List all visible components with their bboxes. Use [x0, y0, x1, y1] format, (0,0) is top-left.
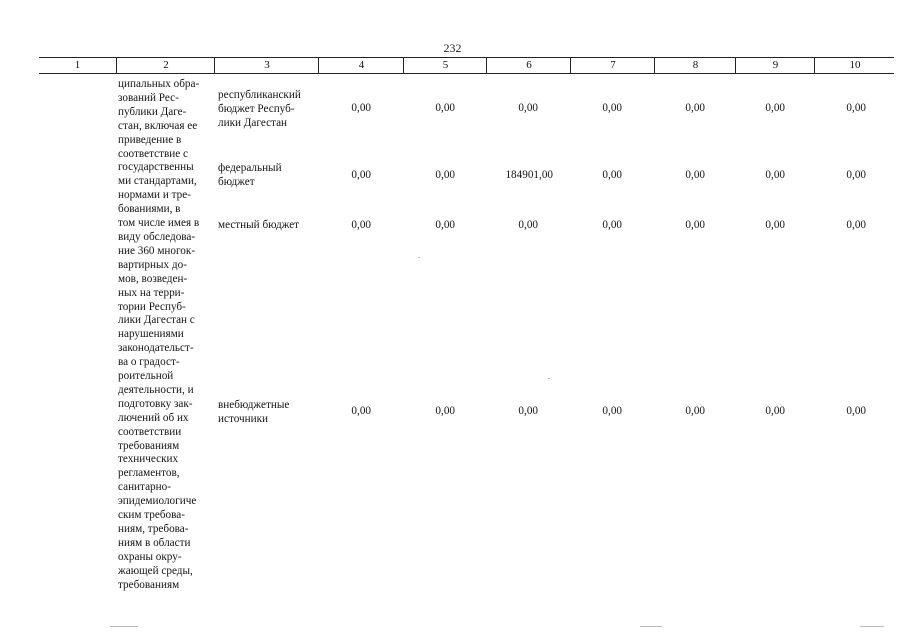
funding-source-extrabudgetary: внебюджетные источники [218, 399, 290, 425]
activity-description: ципальных обра- зований Рес- публики Даге- стан, включая ее приведение в соответствие с государственны ми стандартами, нормами и тре- бованиями, в том числе имея в виду обследова- ние 360 многок- вартирных до- мов, возведен- ных на терри- тории Респуб- лики Дагестан с нарушениями законодательст- ва о градост- роительной деятельности, и подготовку зак- лючений об их соответствии требованиям технических регламентов, санитарно- эпидемиологиче ским требова- ниям, требова- ниям в области охраны окру- жающей среды, требованиям [118, 78, 200, 591]
table-cell: 0,00 [765, 219, 785, 231]
table-cell: 0,00 [518, 405, 538, 417]
table-cell: 0,00 [685, 405, 705, 417]
table-cell: 0,00 [435, 405, 455, 417]
header-col-9: 9 [735, 58, 815, 73]
table-cell: 0,00 [351, 219, 371, 231]
header-col-5: 5 [403, 58, 487, 73]
page-number: 232 [443, 41, 462, 55]
table-cell: 0,00 [765, 405, 785, 417]
scan-speck [548, 378, 550, 379]
table-header-row [39, 57, 894, 74]
scan-speck [860, 626, 884, 627]
table-cell: 0,00 [435, 102, 455, 114]
table-cell: 0,00 [685, 219, 705, 231]
header-col-8: 8 [654, 58, 736, 73]
table-cell: 0,00 [351, 102, 371, 114]
scan-speck [110, 626, 138, 627]
table-cell: 0,00 [602, 219, 622, 231]
header-col-2: 2 [116, 58, 215, 73]
table-cell: 0,00 [351, 405, 371, 417]
table-cell: 0,00 [602, 405, 622, 417]
table-cell: 0,00 [846, 405, 866, 417]
table-cell: 0,00 [602, 169, 622, 181]
scan-speck [418, 257, 420, 258]
header-col-1: 1 [74, 59, 81, 71]
table-cell: 0,00 [602, 102, 622, 114]
table-cell: 0,00 [435, 169, 455, 181]
table-cell: 0,00 [765, 102, 785, 114]
scan-speck [640, 626, 662, 627]
header-col-4: 4 [318, 58, 404, 73]
funding-source-federal: федеральный бюджет [218, 162, 282, 188]
table-cell: 0,00 [846, 219, 866, 231]
header-col-10: 10 [814, 58, 895, 73]
table-cell: 0,00 [685, 102, 705, 114]
funding-source-local: местный бюджет [218, 219, 300, 231]
table-cell: 0,00 [518, 102, 538, 114]
header-col-6: 6 [486, 58, 571, 73]
funding-source-republic: республиканский бюджет Респуб- лики Дагестан [218, 89, 301, 129]
header-col-7: 7 [570, 58, 655, 73]
table-cell: 0,00 [351, 169, 371, 181]
table-cell: 0,00 [846, 169, 866, 181]
table-cell: 0,00 [435, 219, 455, 231]
table-cell: 0,00 [846, 102, 866, 114]
table-cell: 0,00 [685, 169, 705, 181]
table-cell: 0,00 [765, 169, 785, 181]
header-col-3: 3 [214, 58, 319, 73]
table-cell: 184901,00 [505, 169, 553, 181]
table-cell: 0,00 [518, 219, 538, 231]
